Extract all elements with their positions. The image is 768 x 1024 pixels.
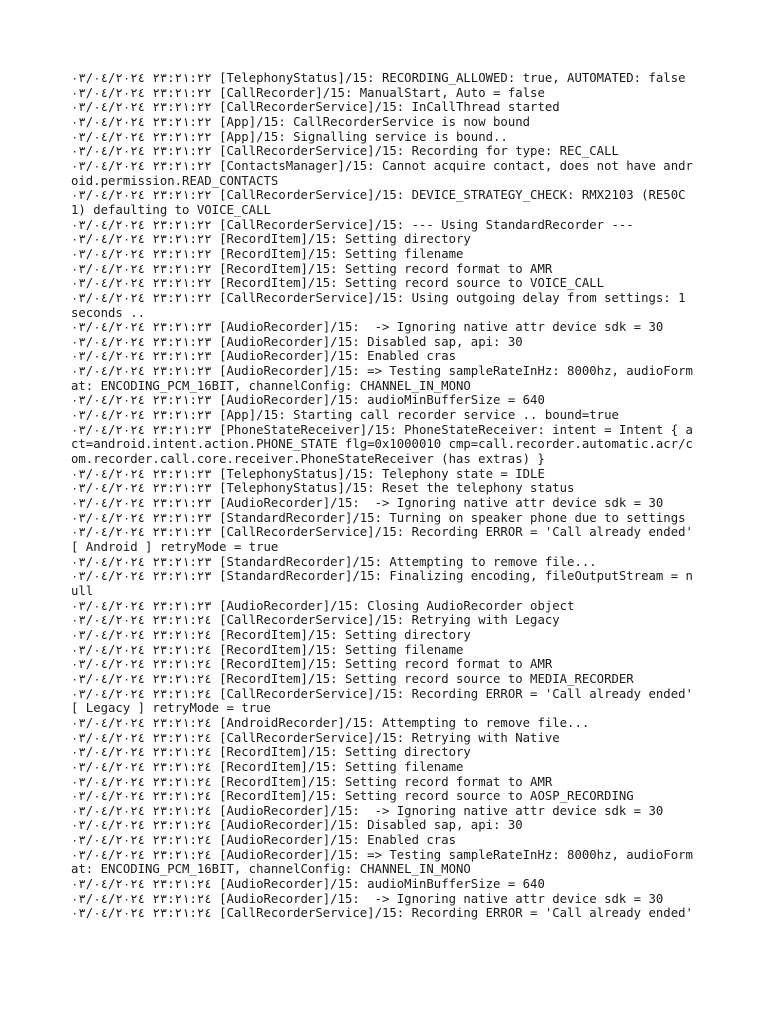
log-message: [AudioRecorder]/15: audioMinBufferSize = 640: [219, 393, 545, 408]
log-entry: [71, 291, 693, 320]
log-timestamp: ٢٣:٢١:٢٤ ٠٣/٠٤/٢٠٢٤: [71, 730, 212, 745]
log-message: [ContactsManager]/15: Cannot acquire contact, does not have android.permission.READ_CONTACTS: [71, 158, 693, 188]
log-message: [PhoneStateReceiver]/15: PhoneStateReceiver: intent = Intent { act=android.intent.action.PHONE_STATE flg=0x1000010 cmp=call.recorder.automatic.acr/com.recorder.call.core.receiver.PhoneStateReceiver (has extras) }: [71, 422, 693, 467]
log-entry: [71, 218, 693, 233]
log-entry: [71, 144, 693, 159]
log-entry: [71, 496, 693, 511]
log-message: [TelephonyStatus]/15: Reset the telephony status: [219, 481, 575, 496]
log-entry: [71, 613, 693, 628]
log-message: [RecordItem]/15: Setting record format to AMR: [219, 261, 553, 276]
log-timestamp: ٢٣:٢١:٢٢ ٠٣/٠٤/٢٠٢٤: [71, 129, 212, 144]
log-message: [AudioRecorder]/15: audioMinBufferSize = 640: [219, 877, 545, 892]
log-entry: [71, 481, 693, 496]
log-document: [71, 71, 701, 921]
log-timestamp: ٢٣:٢١:٢٤ ٠٣/٠٤/٢٠٢٤: [71, 877, 212, 892]
log-timestamp: ٢٣:٢١:٢٣ ٠٣/٠٤/٢٠٢٤: [71, 598, 212, 613]
log-message: [AudioRecorder]/15: -> Ignoring native attr device sdk = 30: [219, 320, 664, 335]
log-entry: [71, 818, 693, 833]
log-message: [AudioRecorder]/15: -> Ignoring native attr device sdk = 30: [219, 803, 664, 818]
log-timestamp: ٢٣:٢١:٢٣ ٠٣/٠٤/٢٠٢٤: [71, 481, 212, 496]
log-message: [TelephonyStatus]/15: Telephony state = IDLE: [219, 466, 545, 481]
log-message: [CallRecorderService]/15: Recording ERROR = 'Call already ended': [219, 906, 693, 921]
log-timestamp: ٢٣:٢١:٢٤ ٠٣/٠٤/٢٠٢٤: [71, 671, 212, 686]
log-entry: [71, 525, 701, 554]
log-timestamp: ٢٣:٢١:٢٤ ٠٣/٠٤/٢٠٢٤: [71, 891, 212, 906]
log-timestamp: ٢٣:٢١:٢٤ ٠٣/٠٤/٢٠٢٤: [71, 847, 212, 862]
log-message: [CallRecorderService]/15: Retrying with Legacy: [219, 613, 560, 628]
log-message: [AudioRecorder]/15: => Testing sampleRateInHz: 8000hz, audioFormat: ENCODING_PCM_16BIT, channelConfig: CHANNEL_IN_MONO: [71, 364, 693, 393]
log-message: [RecordItem]/15: Setting record source to AOSP_RECORDING: [219, 789, 634, 804]
log-timestamp: ٢٣:٢١:٢٤ ٠٣/٠٤/٢٠٢٤: [71, 833, 212, 848]
log-message: [CallRecorderService]/15: Retrying with Native: [219, 730, 560, 745]
log-entry: [71, 467, 693, 482]
log-message: [RecordItem]/15: Setting record source to MEDIA_RECORDER: [219, 671, 634, 686]
log-timestamp: ٢٣:٢١:٢٣ ٠٣/٠٤/٢٠٢٤: [71, 349, 212, 364]
log-timestamp: ٢٣:٢١:٢٣ ٠٣/٠٤/٢٠٢٤: [71, 422, 212, 437]
log-entry: [71, 349, 693, 364]
log-entry: [71, 892, 693, 907]
log-entry: [71, 86, 693, 101]
log-entry: [71, 686, 701, 716]
log-entry: [71, 672, 693, 687]
log-entry: [71, 877, 693, 892]
log-timestamp: ٢٣:٢١:٢٤ ٠٣/٠٤/٢٠٢٤: [71, 818, 212, 833]
log-entry: [71, 657, 693, 672]
log-timestamp: ٢٣:٢١:٢٣ ٠٣/٠٤/٢٠٢٤: [71, 466, 212, 481]
log-timestamp: ٢٣:٢١:٢٢ ٠٣/٠٤/٢٠٢٤: [71, 290, 212, 305]
log-message: [AudioRecorder]/15: Enabled cras: [219, 349, 457, 364]
log-message: [AudioRecorder]/15: -> Ignoring native attr device sdk = 30: [219, 891, 664, 906]
log-timestamp: ٢٣:٢١:٢٣ ٠٣/٠٤/٢٠٢٤: [71, 334, 212, 349]
log-timestamp: ٢٣:٢١:٢٣ ٠٣/٠٤/٢٠٢٤: [71, 364, 212, 379]
log-entry: [71, 745, 693, 760]
log-timestamp: ٢٣:٢١:٢٤ ٠٣/٠٤/٢٠٢٤: [71, 715, 212, 730]
log-message: [CallRecorderService]/15: Recording ERROR = 'Call already ended' [ Android ] retryMode = true: [71, 525, 701, 554]
log-timestamp: ٢٣:٢١:٢٣ ٠٣/٠٤/٢٠٢٤: [71, 408, 212, 423]
log-entry: [71, 188, 693, 217]
log-timestamp: ٢٣:٢١:٢٢ ٠٣/٠٤/٢٠٢٤: [71, 188, 212, 203]
log-timestamp: ٢٣:٢١:٢٣ ٠٣/٠٤/٢٠٢٤: [71, 393, 212, 408]
log-entry: [71, 364, 693, 393]
log-timestamp: ٢٣:٢١:٢٢ ٠٣/٠٤/٢٠٢٤: [71, 71, 212, 85]
log-entry: [71, 628, 693, 643]
log-timestamp: ٢٣:٢١:٢٣ ٠٣/٠٤/٢٠٢٤: [71, 525, 212, 540]
log-message: [RecordItem]/15: Setting record source to VOICE_CALL: [219, 276, 605, 291]
log-timestamp: ٢٣:٢١:٢٤ ٠٣/٠٤/٢٠٢٤: [71, 774, 212, 789]
log-timestamp: ٢٣:٢١:٢٢ ٠٣/٠٤/٢٠٢٤: [71, 100, 212, 115]
log-entry: [71, 276, 693, 291]
log-message: [CallRecorderService]/15: DEVICE_STRATEGY_CHECK: RMX2103 (RE50C1) defaulting to VOICE_CALL: [71, 188, 686, 217]
log-message: [App]/15: Starting call recorder service .. bound=true: [219, 408, 619, 423]
log-entry: [71, 262, 693, 277]
log-timestamp: ٢٣:٢١:٢٤ ٠٣/٠٤/٢٠٢٤: [71, 613, 212, 628]
log-message: [RecordItem]/15: Setting record format to AMR: [219, 774, 553, 789]
log-entry: [71, 789, 693, 804]
log-entry: [71, 247, 693, 262]
log-message: [RecordItem]/15: Setting directory: [219, 232, 471, 247]
log-timestamp: ٢٣:٢١:٢٣ ٠٣/٠٤/٢٠٢٤: [71, 320, 212, 335]
log-entry: [71, 848, 693, 877]
log-message: [RecordItem]/15: Setting directory: [219, 627, 471, 642]
log-message: [App]/15: CallRecorderService is now bound: [219, 114, 531, 129]
log-timestamp: ٢٣:٢١:٢٢ ٠٣/٠٤/٢٠٢٤: [71, 114, 212, 129]
log-message: [StandardRecorder]/15: Turning on speaker phone due to settings: [219, 510, 686, 525]
log-entry: [71, 408, 693, 423]
log-timestamp: ٢٣:٢١:٢٣ ٠٣/٠٤/٢٠٢٤: [71, 569, 212, 584]
log-timestamp: ٢٣:٢١:٢٢ ٠٣/٠٤/٢٠٢٤: [71, 246, 212, 261]
log-entry: [71, 716, 693, 731]
log-message: [CallRecorderService]/15: Using outgoing delay from settings: 1 seconds ..: [71, 290, 693, 320]
log-timestamp: ٢٣:٢١:٢٣ ٠٣/٠٤/٢٠٢٤: [71, 510, 212, 525]
log-timestamp: ٢٣:٢١:٢٢ ٠٣/٠٤/٢٠٢٤: [71, 261, 212, 276]
log-entry: [71, 71, 693, 86]
log-message: [CallRecorderService]/15: Recording for type: REC_CALL: [219, 144, 619, 159]
log-timestamp: ٢٣:٢١:٢٤ ٠٣/٠٤/٢٠٢٤: [71, 906, 212, 921]
log-message: [AudioRecorder]/15: => Testing sampleRateInHz: 8000hz, audioFormat: ENCODING_PCM_16BIT, channelConfig: CHANNEL_IN_MONO: [71, 847, 693, 877]
log-entry: [71, 569, 693, 598]
log-entry: [71, 555, 693, 570]
log-timestamp: ٢٣:٢١:٢٤ ٠٣/٠٤/٢٠٢٤: [71, 686, 212, 701]
log-entry: [71, 643, 693, 658]
log-entry: [71, 423, 693, 467]
log-timestamp: ٢٣:٢١:٢٣ ٠٣/٠٤/٢٠٢٤: [71, 554, 212, 569]
log-message: [AudioRecorder]/15: Disabled sap, api: 30: [219, 818, 523, 833]
log-entry: [71, 335, 693, 350]
log-entry: [71, 833, 693, 848]
log-message: [StandardRecorder]/15: Finalizing encoding, fileOutputStream = null: [71, 569, 693, 598]
log-message: [TelephonyStatus]/15: RECORDING_ALLOWED: true, AUTOMATED: false: [219, 71, 686, 85]
log-timestamp: ٢٣:٢١:٢٢ ٠٣/٠٤/٢٠٢٤: [71, 217, 212, 232]
log-entry: [71, 232, 693, 247]
log-message: [AudioRecorder]/15: Closing AudioRecorder object: [219, 598, 575, 613]
log-entry: [71, 115, 693, 130]
log-timestamp: ٢٣:٢١:٢٤ ٠٣/٠٤/٢٠٢٤: [71, 803, 212, 818]
log-timestamp: ٢٣:٢١:٢٢ ٠٣/٠٤/٢٠٢٤: [71, 85, 212, 100]
log-timestamp: ٢٣:٢١:٢٤ ٠٣/٠٤/٢٠٢٤: [71, 642, 212, 657]
log-entry: [71, 760, 693, 775]
log-message: [AndroidRecorder]/15: Attempting to remove file...: [219, 715, 590, 730]
log-message: [RecordItem]/15: Setting filename: [219, 246, 464, 261]
log-message: [RecordItem]/15: Setting filename: [219, 642, 464, 657]
log-timestamp: ٢٣:٢١:٢٢ ٠٣/٠٤/٢٠٢٤: [71, 158, 212, 173]
log-timestamp: ٢٣:٢١:٢٤ ٠٣/٠٤/٢٠٢٤: [71, 627, 212, 642]
log-entry: [71, 775, 693, 790]
log-timestamp: ٢٣:٢١:٢٤ ٠٣/٠٤/٢٠٢٤: [71, 745, 212, 760]
log-entry: [71, 159, 693, 188]
log-timestamp: ٢٣:٢١:٢٤ ٠٣/٠٤/٢٠٢٤: [71, 759, 212, 774]
log-entry: [71, 393, 693, 408]
log-message: [CallRecorder]/15: ManualStart, Auto = false: [219, 85, 545, 100]
log-entry: [71, 599, 693, 614]
log-entry: [71, 804, 693, 819]
log-message: [StandardRecorder]/15: Attempting to remove file...: [219, 554, 597, 569]
log-entry: [71, 906, 693, 921]
log-message: [RecordItem]/15: Setting directory: [219, 745, 471, 760]
log-message: [CallRecorderService]/15: InCallThread started: [219, 100, 560, 115]
log-message: [RecordItem]/15: Setting record format to AMR: [219, 657, 553, 672]
log-message: [RecordItem]/15: Setting filename: [219, 759, 464, 774]
log-entry: [71, 100, 693, 115]
log-message: [App]/15: Signalling service is bound..: [219, 129, 508, 144]
log-timestamp: ٢٣:٢١:٢٤ ٠٣/٠٤/٢٠٢٤: [71, 789, 212, 804]
log-message: [CallRecorderService]/15: --- Using StandardRecorder ---: [219, 217, 634, 232]
log-message: [AudioRecorder]/15: -> Ignoring native attr device sdk = 30: [219, 496, 664, 511]
log-entry: [71, 731, 693, 746]
log-timestamp: ٢٣:٢١:٢٢ ٠٣/٠٤/٢٠٢٤: [71, 144, 212, 159]
log-timestamp: ٢٣:٢١:٢٢ ٠٣/٠٤/٢٠٢٤: [71, 232, 212, 247]
log-timestamp: ٢٣:٢١:٢٣ ٠٣/٠٤/٢٠٢٤: [71, 496, 212, 511]
log-entry: [71, 320, 693, 335]
log-timestamp: ٢٣:٢١:٢٤ ٠٣/٠٤/٢٠٢٤: [71, 657, 212, 672]
log-message: [AudioRecorder]/15: Disabled sap, api: 30: [219, 334, 523, 349]
log-timestamp: ٢٣:٢١:٢٢ ٠٣/٠٤/٢٠٢٤: [71, 276, 212, 291]
log-entry: [71, 511, 693, 526]
log-entry: [71, 130, 693, 145]
log-message: [AudioRecorder]/15: Enabled cras: [219, 833, 457, 848]
log-message: [CallRecorderService]/15: Recording ERROR = 'Call already ended' [ Legacy ] retryMode = true: [71, 686, 701, 716]
